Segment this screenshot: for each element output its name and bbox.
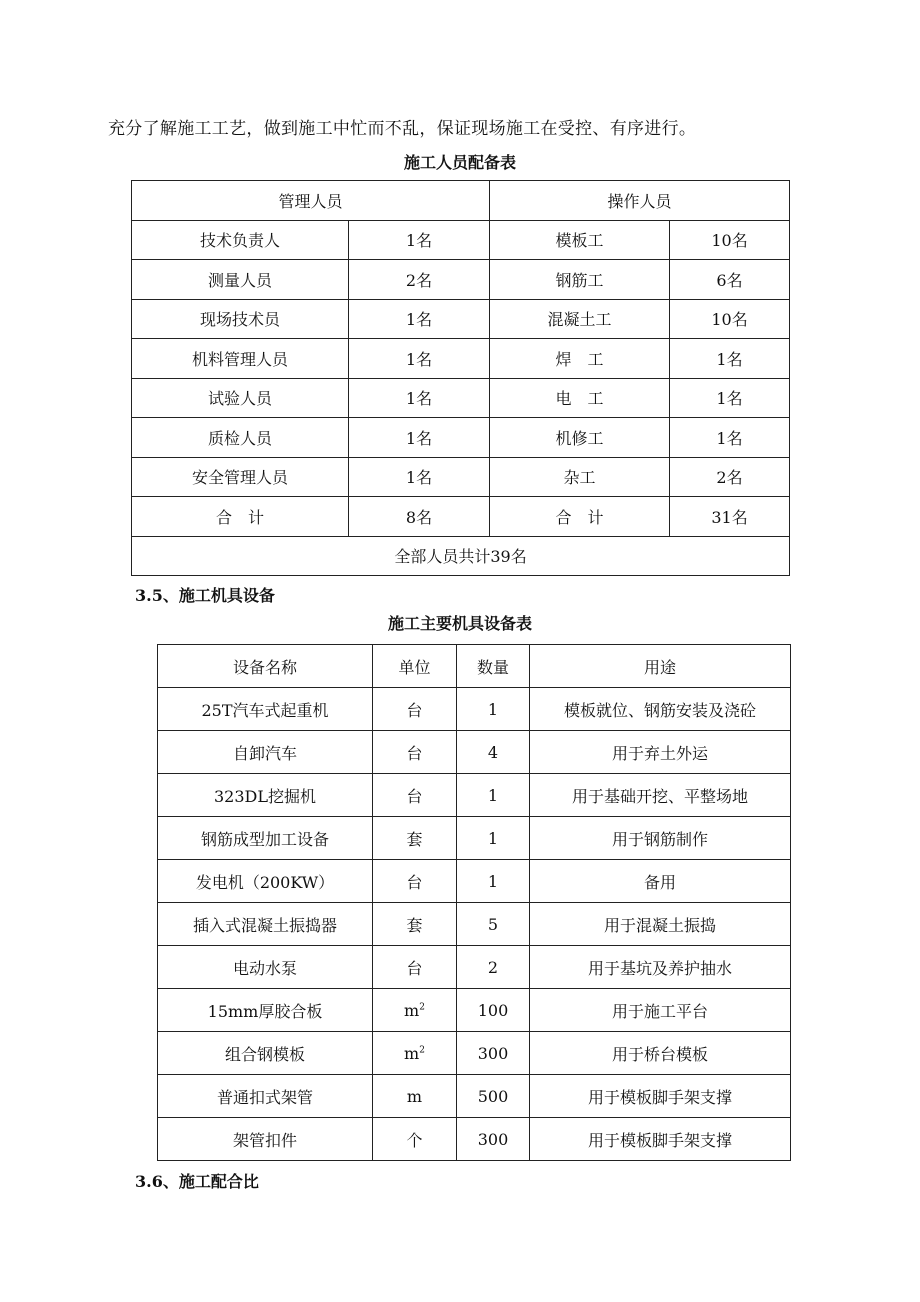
op-count: 1名 — [670, 339, 790, 379]
staff-total-row — [132, 536, 790, 576]
equipment-unit — [373, 1075, 457, 1118]
equipment-use: 用于基础开挖、平整场地 — [530, 774, 791, 817]
unit-superscript: 2 — [419, 1045, 425, 1056]
table-row — [158, 860, 791, 903]
table-row — [158, 946, 791, 989]
equipment-use: 备用 — [530, 860, 791, 903]
equipment-name: 钢筋成型加工设备 — [158, 817, 373, 860]
equipment-name: 15mm厚胶合板 — [158, 989, 373, 1032]
equipment-unit — [373, 903, 457, 946]
equipment-qty: 100 — [457, 989, 530, 1032]
mgmt-role: 试验人员 — [132, 378, 349, 418]
mgmt-role: 机料管理人员 — [132, 339, 349, 379]
equipment-use: 用于弃土外运 — [530, 731, 791, 774]
equipment-use: 用于基坑及养护抽水 — [530, 946, 791, 989]
equipment-qty: 2 — [457, 946, 530, 989]
equipment-qty: 500 — [457, 1075, 530, 1118]
op-count: 2名 — [670, 457, 790, 497]
unit-text: 台 — [406, 743, 423, 763]
op-role: 机修工 — [490, 418, 670, 458]
use-header: 用途 — [530, 645, 791, 688]
unit-text: 台 — [406, 958, 423, 978]
qty-header: 数量 — [457, 645, 530, 688]
equipment-qty: 1 — [457, 688, 530, 731]
mgmt-role: 安全管理人员 — [132, 457, 349, 497]
equipment-use: 用于混凝土振捣 — [530, 903, 791, 946]
equipment-name: 普通扣式架管 — [158, 1075, 373, 1118]
equipment-unit — [373, 989, 457, 1032]
staff-header-row — [132, 181, 790, 221]
unit-text: 套 — [406, 829, 423, 849]
mgmt-role: 质检人员 — [132, 418, 349, 458]
equipment-name: 架管扣件 — [158, 1118, 373, 1161]
table-row — [132, 339, 790, 379]
equipment-qty: 5 — [457, 903, 530, 946]
section-3-5-heading: 3.5、施工机具设备 — [135, 586, 275, 605]
mgmt-count: 2名 — [349, 260, 490, 300]
equipment-unit — [373, 1118, 457, 1161]
table-row — [132, 299, 790, 339]
equipment-unit — [373, 860, 457, 903]
equip-name-header: 设备名称 — [158, 645, 373, 688]
unit-superscript: 2 — [419, 1002, 425, 1013]
unit-header: 单位 — [373, 645, 457, 688]
unit-text: 台 — [406, 786, 423, 806]
equipment-unit — [373, 774, 457, 817]
equipment-name: 323DL挖掘机 — [158, 774, 373, 817]
equipment-qty: 1 — [457, 817, 530, 860]
equipment-use: 模板就位、钢筋安装及浇砼 — [530, 688, 791, 731]
staff-total: 全部人员共计39名 — [132, 536, 790, 576]
equipment-name: 自卸汽车 — [158, 731, 373, 774]
op-count: 6名 — [670, 260, 790, 300]
op-role: 焊 工 — [490, 339, 670, 379]
table-row — [132, 220, 790, 260]
equipment-qty: 4 — [457, 731, 530, 774]
staff-table-caption: 施工人员配备表 — [403, 153, 516, 172]
mgmt-count: 1名 — [349, 457, 490, 497]
mgmt-count: 1名 — [349, 418, 490, 458]
table-row — [158, 989, 791, 1032]
table-row — [132, 497, 790, 537]
unit-text: 台 — [406, 700, 423, 720]
equipment-name: 插入式混凝土振捣器 — [158, 903, 373, 946]
unit-text: 个 — [406, 1130, 423, 1150]
op-role: 杂工 — [490, 457, 670, 497]
unit-text: m — [404, 1000, 420, 1020]
table-row — [158, 1075, 791, 1118]
intro-paragraph: 充分了解施工工艺，做到施工中忙而不乱，保证现场施工在受控、有序进行。 — [108, 119, 697, 139]
equipment-use: 用于模板脚手架支撑 — [530, 1075, 791, 1118]
equipment-unit — [373, 1032, 457, 1075]
equipment-table — [157, 644, 791, 1161]
op-role: 钢筋工 — [490, 260, 670, 300]
equipment-name: 发电机（200KW） — [158, 860, 373, 903]
unit-text: 套 — [406, 915, 423, 935]
mgmt-count: 1名 — [349, 220, 490, 260]
op-role: 合 计 — [490, 497, 670, 537]
mgmt-count: 1名 — [349, 299, 490, 339]
table-row — [158, 817, 791, 860]
header-operators: 操作人员 — [490, 181, 790, 221]
mgmt-count: 8名 — [349, 497, 490, 537]
unit-text: m — [404, 1043, 420, 1063]
equipment-table-caption: 施工主要机具设备表 — [387, 614, 532, 633]
table-row — [158, 688, 791, 731]
mgmt-role: 现场技术员 — [132, 299, 349, 339]
unit-text: m — [406, 1086, 423, 1106]
op-role: 模板工 — [490, 220, 670, 260]
equipment-unit — [373, 946, 457, 989]
table-row — [158, 1118, 791, 1161]
table-row — [158, 774, 791, 817]
mgmt-role: 技术负责人 — [132, 220, 349, 260]
op-count: 1名 — [670, 378, 790, 418]
table-row — [132, 260, 790, 300]
equipment-name: 电动水泵 — [158, 946, 373, 989]
equipment-unit — [373, 688, 457, 731]
op-role: 电 工 — [490, 378, 670, 418]
unit-text: 台 — [406, 872, 423, 892]
equipment-header-row — [158, 645, 791, 688]
equipment-use: 用于桥台模板 — [530, 1032, 791, 1075]
equipment-use: 用于施工平台 — [530, 989, 791, 1032]
header-management: 管理人员 — [132, 181, 490, 221]
table-row — [158, 731, 791, 774]
equipment-name: 25T汽车式起重机 — [158, 688, 373, 731]
table-row — [158, 1032, 791, 1075]
staff-table-body — [132, 181, 790, 576]
mgmt-count: 1名 — [349, 339, 490, 379]
equipment-qty: 300 — [457, 1032, 530, 1075]
equipment-qty: 1 — [457, 774, 530, 817]
equipment-qty: 300 — [457, 1118, 530, 1161]
table-row — [132, 418, 790, 458]
staff-table — [131, 180, 790, 576]
section-3-6-heading: 3.6、施工配合比 — [135, 1172, 259, 1191]
equipment-table-body — [158, 645, 791, 1161]
table-row — [132, 457, 790, 497]
mgmt-count: 1名 — [349, 378, 490, 418]
table-row — [158, 903, 791, 946]
equipment-use: 用于模板脚手架支撑 — [530, 1118, 791, 1161]
equipment-name: 组合钢模板 — [158, 1032, 373, 1075]
op-count: 10名 — [670, 299, 790, 339]
equipment-use: 用于钢筋制作 — [530, 817, 791, 860]
mgmt-role: 测量人员 — [132, 260, 349, 300]
op-role: 混凝土工 — [490, 299, 670, 339]
op-count: 31名 — [670, 497, 790, 537]
equipment-unit — [373, 817, 457, 860]
equipment-unit — [373, 731, 457, 774]
op-count: 1名 — [670, 418, 790, 458]
equipment-qty: 1 — [457, 860, 530, 903]
op-count: 10名 — [670, 220, 790, 260]
table-row — [132, 378, 790, 418]
mgmt-role: 合 计 — [132, 497, 349, 537]
